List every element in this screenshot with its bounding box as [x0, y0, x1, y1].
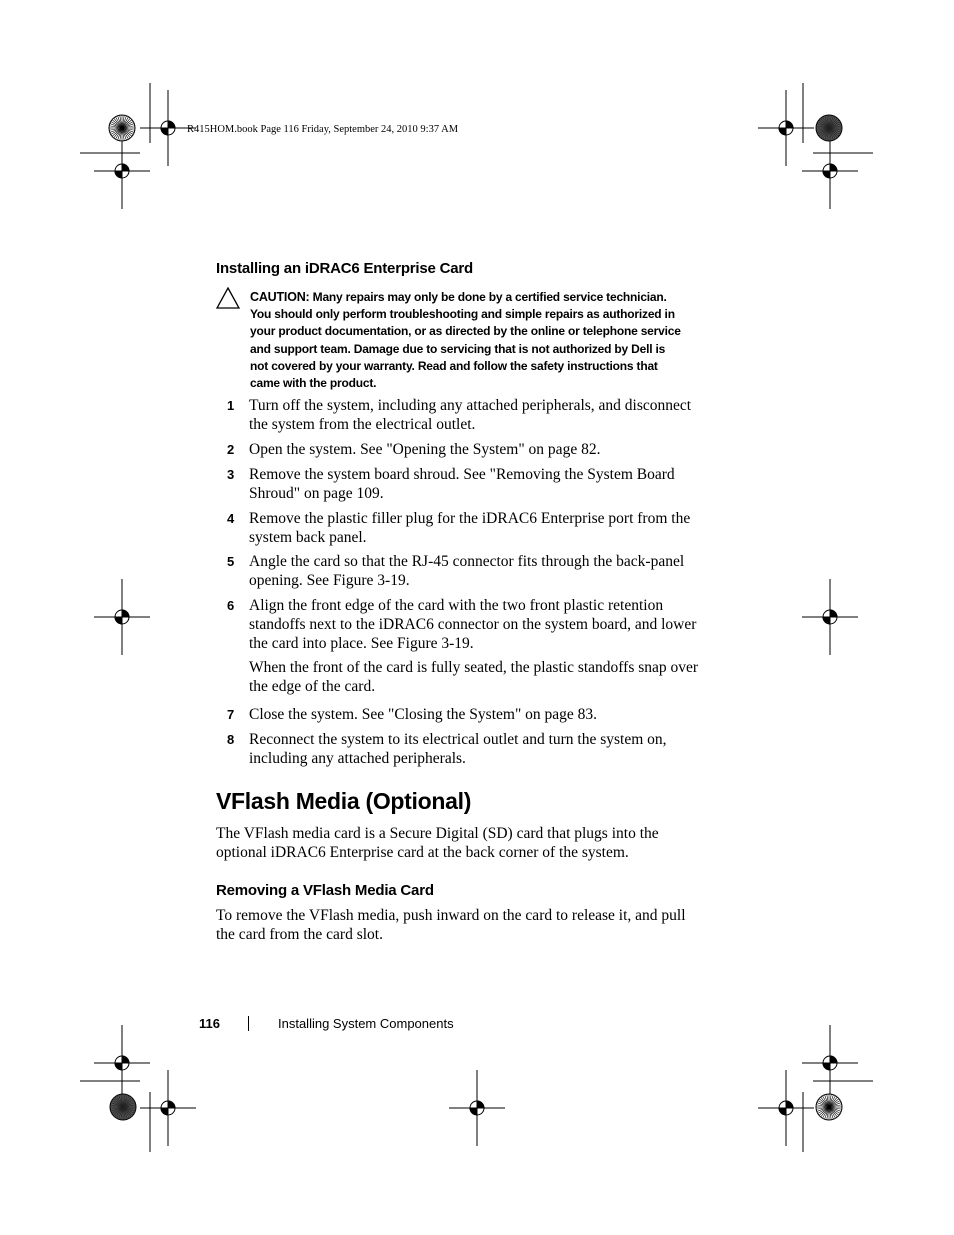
step-line: When the front of the card is fully seated, the plastic standoffs snap over	[249, 659, 699, 676]
step-number: 2	[227, 442, 235, 457]
paragraph-line: the card from the card slot.	[216, 925, 383, 943]
step-line: the system from the electrical outlet.	[249, 415, 476, 433]
registration-star-icon	[816, 115, 842, 141]
crop-mark-icon	[802, 1025, 858, 1101]
step-line: Remove the system board shroud. See "Removing the System Board	[249, 466, 675, 483]
crop-mark-icon	[802, 579, 858, 655]
caution-notice	[250, 289, 710, 392]
step-line: the edge of the card.	[249, 677, 376, 695]
step-text	[249, 553, 719, 591]
step-line: Turn off the system, including any attached peripherals, and disconnect	[249, 397, 692, 414]
step-text	[249, 597, 719, 653]
step-line: the card into place. See Figure 3-19.	[249, 634, 474, 652]
step-text	[249, 510, 719, 548]
step-number: 3	[227, 467, 235, 482]
step-number: 1	[227, 398, 235, 413]
step-number: 7	[227, 707, 235, 722]
crop-mark-icon	[449, 1070, 505, 1146]
footer-chapter: Installing System Components	[278, 1016, 454, 1031]
caution-line: You should only perform troubleshooting and simple repairs as authorized in	[250, 307, 675, 322]
step-line: Shroud" on page 109.	[249, 484, 384, 502]
step-line: standoffs next to the iDRAC6 connector on the system board, and lower	[249, 615, 697, 633]
subsection-title: Removing a VFlash Media Card	[216, 882, 434, 899]
step-number: 8	[227, 732, 235, 747]
section-title-idrac6: Installing an iDRAC6 Enterprise Card	[216, 260, 474, 277]
step-line: including any attached peripherals.	[249, 749, 466, 767]
step-line: Open the system. See "Opening the System" on page 82.	[249, 441, 601, 458]
paragraph-line: To remove the VFlash media, push inward on the card to release it, and pull	[216, 907, 686, 924]
vflash-remove-text	[216, 907, 716, 945]
step-text	[249, 441, 719, 460]
section-title-vflash: VFlash Media (Optional)	[216, 788, 472, 814]
step-text	[249, 397, 719, 435]
caution-line: Many repairs may only be done by a certified service technician.	[312, 290, 667, 304]
caution-line: and support team. Damage due to servicing that is not authorized by Dell is	[250, 341, 666, 356]
step-number: 5	[227, 554, 235, 569]
step-text	[249, 466, 719, 504]
crop-mark-icon	[94, 1025, 150, 1101]
step-number: 4	[227, 511, 235, 526]
crop-mark-icon	[94, 579, 150, 655]
paragraph-line: optional iDRAC6 Enterprise card at the back corner of the system.	[216, 843, 629, 861]
crop-mark-icon	[758, 90, 814, 166]
registration-star-icon	[110, 1094, 136, 1120]
caution-line: not covered by your warranty. Read and follow the safety instructions that	[250, 358, 658, 373]
crop-mark-icon	[140, 1070, 196, 1146]
step-line: Reconnect the system to its electrical outlet and turn the system on,	[249, 731, 667, 748]
caution-line: your product documentation, or as directed by the online or telephone service	[250, 324, 681, 339]
caution-label: CAUTION:	[250, 290, 310, 304]
step-line: Align the front edge of the card with the two front plastic retention	[249, 597, 664, 614]
registration-star-icon	[816, 1094, 842, 1120]
caution-triangle-icon	[216, 287, 240, 309]
paragraph-line: The VFlash media card is a Secure Digital (SD) card that plugs into the	[216, 825, 659, 842]
footer-divider	[248, 1016, 249, 1031]
step-line: opening. See Figure 3-19.	[249, 571, 410, 589]
step-number: 6	[227, 598, 235, 613]
page-number: 116	[199, 1016, 220, 1031]
step-line: Angle the card so that the RJ-45 connector fits through the back-panel	[249, 553, 685, 570]
caution-line: came with the product.	[250, 376, 377, 391]
step-note	[249, 659, 719, 697]
crop-mark-icon	[94, 133, 150, 209]
crop-mark-icon	[758, 1070, 814, 1146]
crop-mark-icon	[802, 133, 858, 209]
step-line: Remove the plastic filler plug for the iDRAC6 Enterprise port from the	[249, 510, 691, 527]
step-line: system back panel.	[249, 528, 367, 546]
vflash-intro	[216, 825, 716, 863]
step-line: Close the system. See "Closing the System" on page 83.	[249, 706, 598, 723]
step-text	[249, 731, 719, 769]
print-header: R415HOM.book Page 116 Friday, September 24, 2010 9:37 AM	[187, 124, 459, 135]
step-text	[249, 706, 719, 725]
registration-star-icon	[109, 115, 135, 141]
